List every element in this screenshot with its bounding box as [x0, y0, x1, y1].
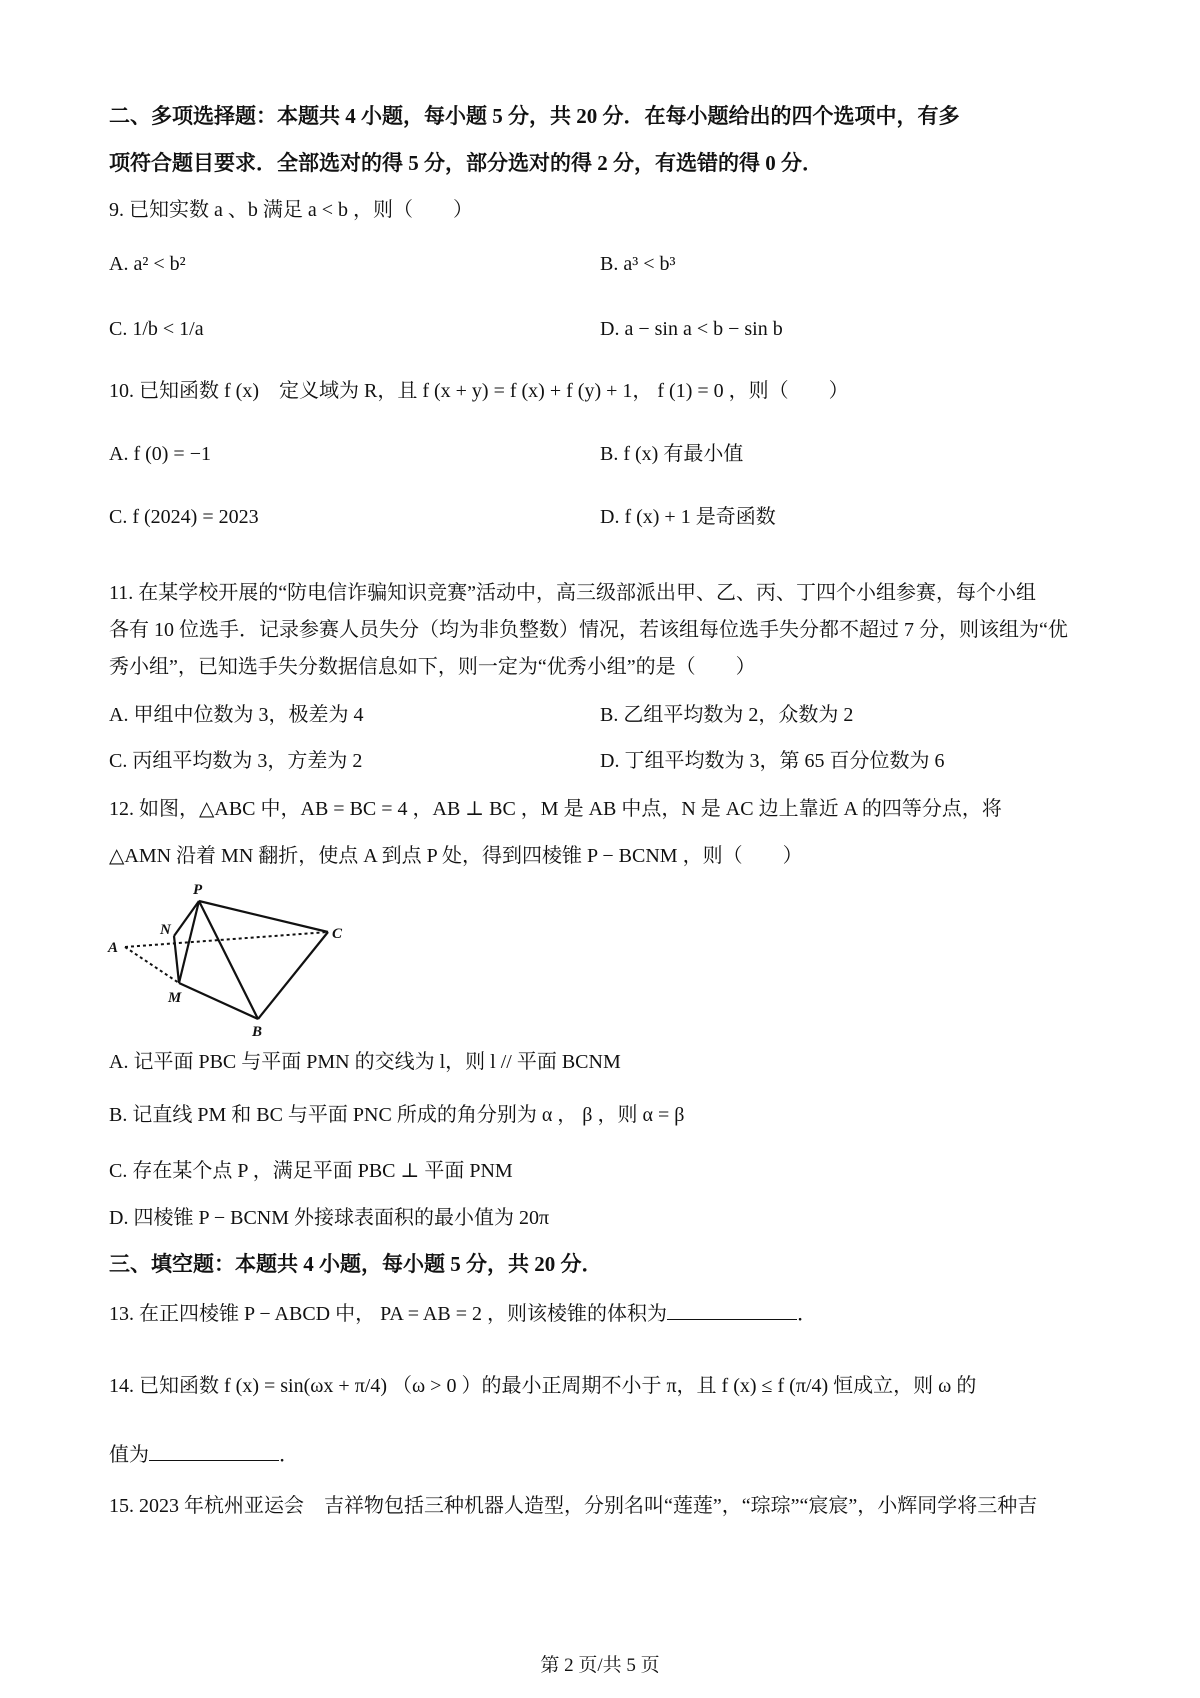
q10-option-c: C. f (2024) = 2023: [109, 506, 259, 528]
label-c: C: [332, 926, 343, 942]
label-n: N: [160, 922, 171, 938]
q11-line3: 秀小组”，已知选手失分数据信息如下，则一定为“优秀小组”的是（ ）: [109, 656, 756, 678]
page-footer: 第 2 页/共 5 页: [540, 1655, 660, 1676]
q12-line2: △AMN 沿着 MN 翻折，使点 A 到点 P 处，得到四棱锥 P − BCNM ，则（ ）: [109, 845, 803, 867]
q14-line2: [109, 1442, 299, 1468]
edge-pb: [199, 901, 258, 1019]
q13-stem: 13. 在正四棱锥 P − ABCD 中， PA = AB = 2 ，则该棱锥的体积为: [109, 1303, 667, 1325]
q13-line: [109, 1301, 817, 1327]
q13-end: ．: [797, 1303, 817, 1325]
q15-stem: 15. 2023 年杭州亚运会 吉祥物包括三种机器人造型，分别名叫“莲莲”，“琮琮”“宸宸”，小辉同学将三种吉: [109, 1495, 1038, 1517]
section2-heading-line1: 二、多项选择题：本题共 4 小题，每小题 5 分，共 20 分．在每小题给出的四个选项中，有多: [109, 104, 960, 128]
section3-heading: 三、填空题：本题共 4 小题，每小题 5 分，共 20 分．: [109, 1252, 603, 1276]
label-b: B: [252, 1024, 263, 1040]
q9-stem: 9. 已知实数 a 、b 满足 a < b ，则（ ）: [109, 199, 474, 221]
q10-option-b: B. f (x) 有最小值: [600, 443, 744, 465]
label-a: A: [108, 940, 119, 956]
q14-line2-text: 值为: [109, 1444, 149, 1466]
q12-option-c: C. 存在某个点 P ，满足平面 PBC ⊥ 平面 PNM: [109, 1160, 513, 1182]
label-m: M: [168, 990, 182, 1006]
edge-pc: [199, 901, 328, 932]
q12-line1: 12. 如图，△ABC 中，AB = BC = 4 ，AB ⊥ BC ，M 是 AB 中点，N 是 AC 边上靠近 A 的四等分点，将: [109, 798, 1002, 820]
q12-option-b: B. 记直线 PM 和 BC 与平面 PNC 所成的角分别为 α ， β ，则 α = β: [109, 1104, 685, 1126]
q9-option-d: D. a − sin a < b − sin b: [600, 318, 783, 340]
pyramid-figure: [100, 880, 360, 1040]
q12-option-a: A. 记平面 PBC 与平面 PMN 的交线为 l，则 l // 平面 BCNM: [109, 1051, 621, 1073]
q12-option-d: D. 四棱锥 P − BCNM 外接球表面积的最小值为 20π: [109, 1207, 550, 1229]
q14-answer-blank[interactable]: [149, 1442, 279, 1461]
section2-heading-line2: 项符合题目要求．全部选对的得 5 分，部分选对的得 2 分，有选错的得 0 分．: [109, 151, 823, 175]
q9-option-c: C. 1/b < 1/a: [109, 318, 204, 340]
q10-option-d: D. f (x) + 1 是奇函数: [600, 506, 776, 528]
q14-end: ．: [279, 1444, 299, 1466]
edge-ac-dashed: [125, 932, 328, 947]
q11-option-c: C. 丙组平均数为 3，方差为 2: [109, 750, 363, 772]
q14-stem: 14. 已知函数 f (x) = sin(ωx + π/4) （ω > 0 ）的最小正周期不小于 π，且 f (x) ≤ f (π/4) 恒成立，则 ω 的: [109, 1375, 977, 1397]
q10-stem: 10. 已知函数 f (x) 定义域为 R，且 f (x + y) = f (x) + f (y) + 1， f (1) = 0 ，则（ ）: [109, 380, 849, 402]
label-p: P: [193, 882, 203, 898]
q10-option-a: A. f (0) = −1: [109, 443, 211, 465]
edge-mb: [179, 983, 258, 1019]
edge-bc: [258, 932, 328, 1019]
q11-line2: 各有 10 位选手．记录参赛人员失分（均为非负整数）情况，若该组每位选手失分都不超过 7 分，则该组为“优: [109, 619, 1068, 641]
q9-option-a: A. a² < b²: [109, 253, 186, 275]
edge-am-dashed: [125, 947, 179, 983]
q11-line1: 11. 在某学校开展的“防电信诈骗知识竞赛”活动中，高三级部派出甲、乙、丙、丁四个小组参赛，每个小组: [109, 582, 1037, 604]
q11-option-b: B. 乙组平均数为 2，众数为 2: [600, 704, 854, 726]
q11-option-a: A. 甲组中位数为 3，极差为 4: [109, 704, 364, 726]
q13-answer-blank[interactable]: [667, 1301, 797, 1320]
q9-option-b: B. a³ < b³: [600, 253, 676, 275]
q11-option-d: D. 丁组平均数为 3，第 65 百分位数为 6: [600, 750, 945, 772]
